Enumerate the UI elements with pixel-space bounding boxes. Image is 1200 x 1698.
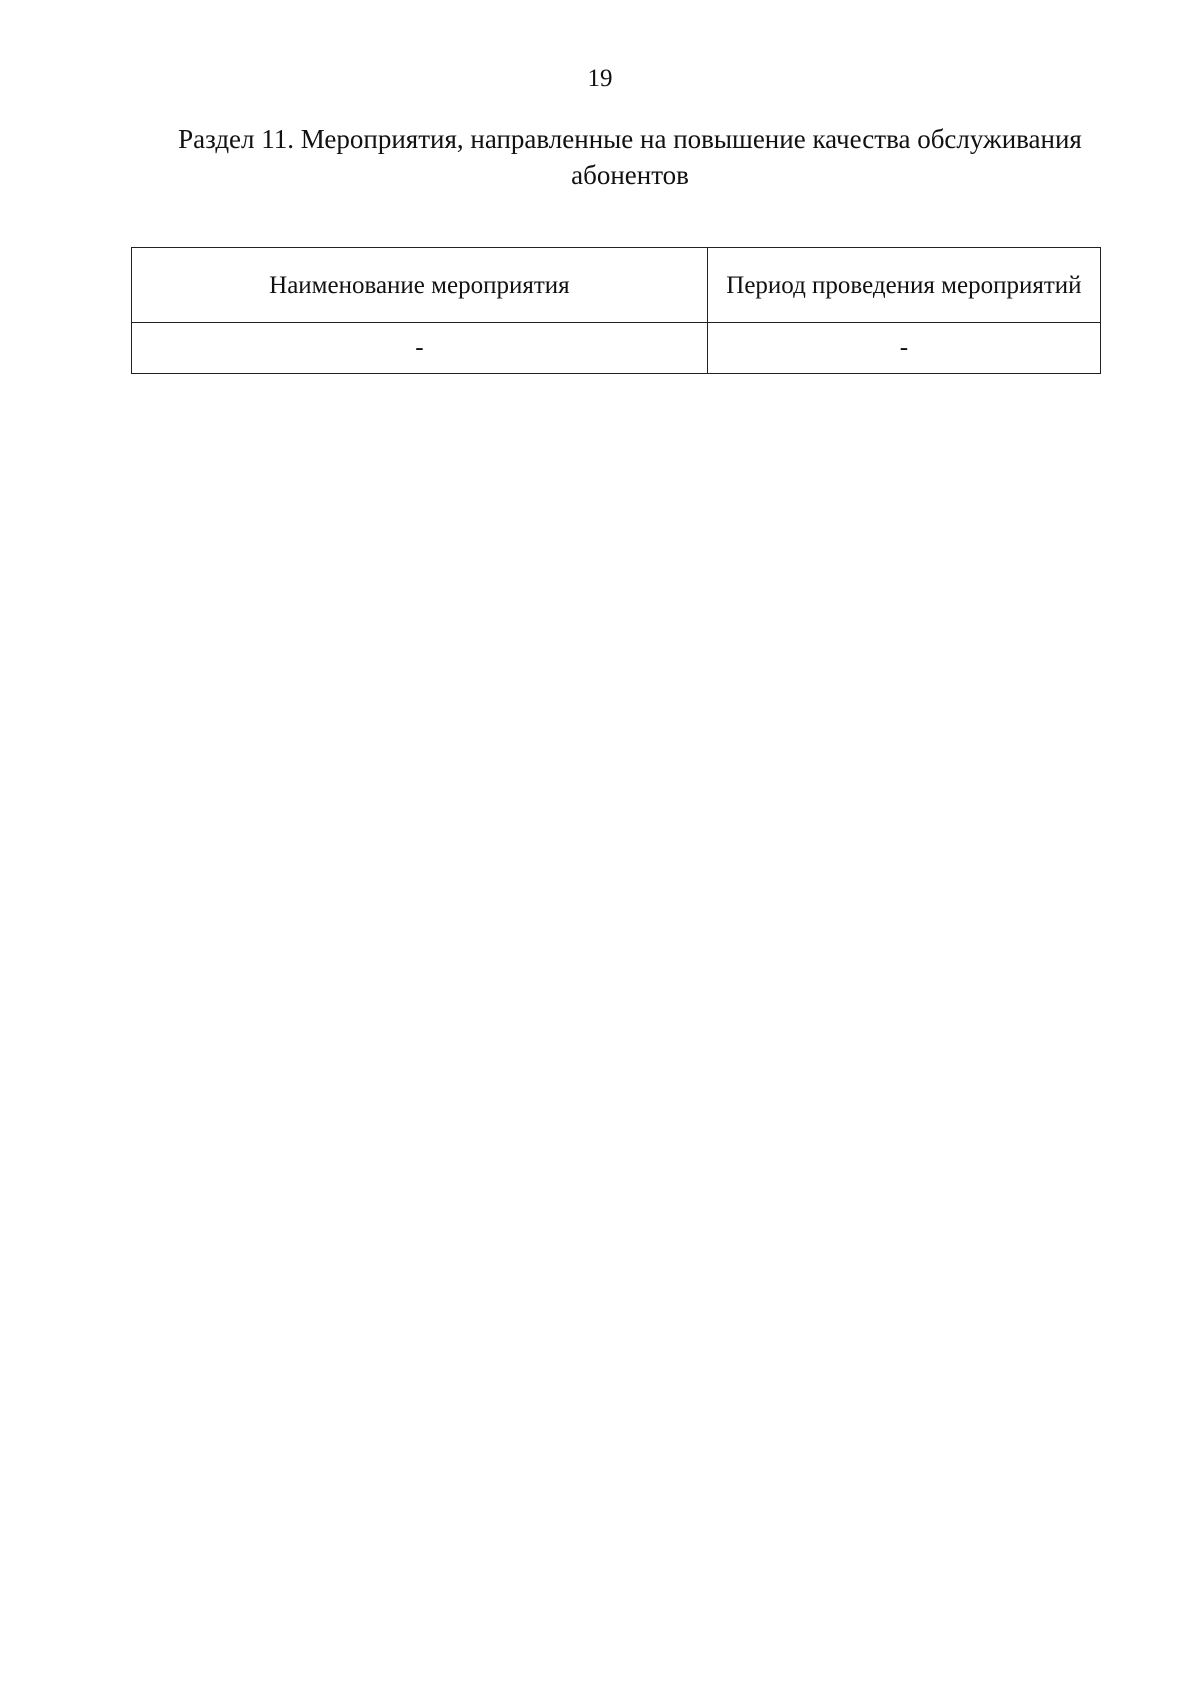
cell-event-name: - bbox=[132, 323, 708, 374]
events-table bbox=[131, 247, 1101, 374]
section-title-line-1: Раздел 11. Мероприятия, направленные на повышение качества обслуживания bbox=[178, 124, 1082, 154]
table-header bbox=[132, 248, 1101, 323]
table-row bbox=[132, 323, 1101, 374]
cell-event-period: - bbox=[707, 323, 1100, 374]
section-title-line-2: абонентов bbox=[571, 160, 689, 190]
table-body bbox=[132, 323, 1101, 374]
header-event-name: Наименование мероприятия bbox=[132, 248, 708, 323]
section-title bbox=[140, 121, 1120, 193]
table-header-row bbox=[132, 248, 1101, 323]
header-event-period: Период проведения мероприятий bbox=[707, 248, 1100, 323]
page-number: 19 bbox=[587, 65, 613, 92]
